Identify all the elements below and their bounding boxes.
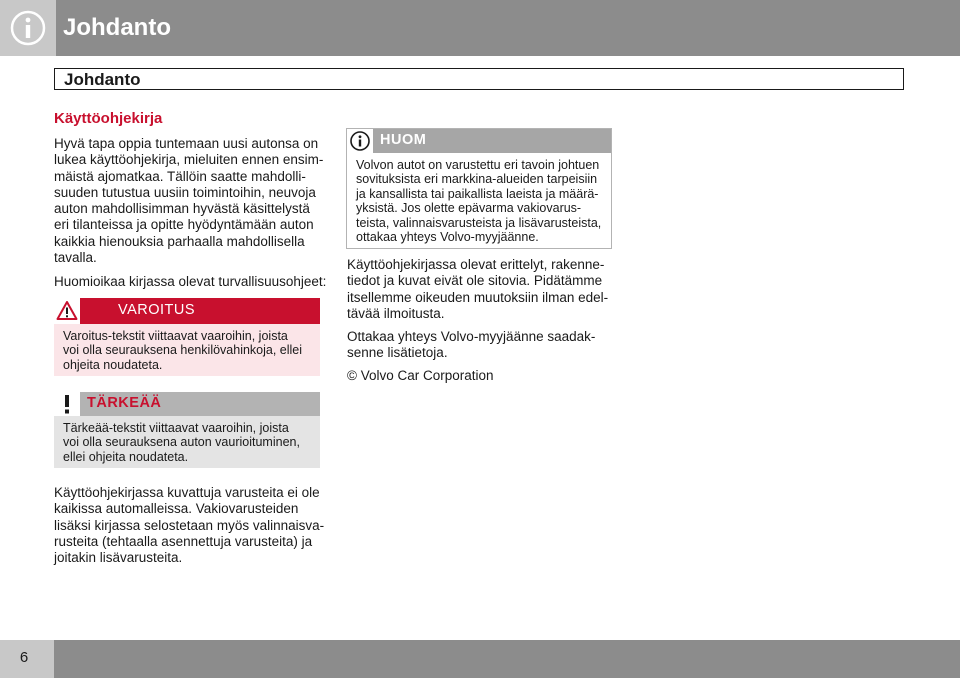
text-line: ellei ohjeita noudateta. <box>63 449 189 464</box>
text-line: mäistä ajomatkaa. Tällöin saatte mahdolli- <box>54 168 306 184</box>
info-icon <box>0 0 56 56</box>
warning-body <box>54 324 320 376</box>
important-label: TÄRKEÄÄ <box>87 395 162 411</box>
text-line: ja kansallista tai paikallista laeista ja määrä- <box>356 186 599 201</box>
text-line: Varoitus-tekstit viittaavat vaaroihin, joista <box>63 329 288 343</box>
text-line: voi olla seurauksena auton vaurioituminen, <box>63 435 300 450</box>
text-line: itsellemme oikeuden muutoksiin ilman edel- <box>347 289 609 305</box>
safety-note: Huomioikaa kirjassa olevat turvallisuusohjeet: <box>54 274 327 289</box>
section-title-box <box>54 68 904 90</box>
chapter-title: Johdanto <box>63 14 171 41</box>
copyright-notice: © Volvo Car Corporation <box>347 368 494 383</box>
warning-header <box>54 298 320 324</box>
important-icon-box <box>54 392 80 416</box>
note-text <box>356 158 608 244</box>
text-line: Ottakaa yhteys Volvo-myyjäänne saadak- <box>347 329 596 344</box>
note-label: HUOM <box>380 132 427 148</box>
page-footer <box>0 640 960 678</box>
important-text <box>63 421 315 464</box>
text-line: tavalla. <box>54 250 97 266</box>
page-number-box <box>0 640 54 678</box>
manual-heading: Käyttöohjekirja <box>54 110 163 127</box>
header-icon-box <box>0 0 56 56</box>
warning-triangle-icon <box>54 298 80 324</box>
text-line: sovituksista eri markkina-alueiden tarpeisiin <box>356 172 598 187</box>
text-line: lukea käyttöohjekirja, mieluiten ennen ensim- <box>54 152 324 168</box>
text-line: lisäksi kirjassa selostetaan myös valinnaisva- <box>54 517 325 533</box>
text-line: senne lisätietoja. <box>347 345 448 361</box>
text-line: joitakin lisävarusteita. <box>54 550 183 566</box>
text-line: tiedot ja kuvat eivät ole sitovia. Pidätämme <box>347 273 603 289</box>
note-icon-box <box>347 129 373 153</box>
text-line: teista, valinnaisvarusteista ja lisävarusteista, <box>356 215 602 230</box>
note-header <box>347 129 611 153</box>
equipment-paragraph <box>54 485 329 566</box>
info-icon <box>347 129 373 153</box>
contact-paragraph <box>347 329 617 362</box>
text-line: Käyttöohjekirjassa kuvattuja varusteita ei ole <box>54 485 320 500</box>
text-line: Hyvä tapa oppia tuntemaan uusi autonsa on <box>54 136 319 151</box>
text-line: tävää ilmoitusta. <box>347 305 445 321</box>
section-title: Johdanto <box>64 70 141 89</box>
text-line: ohjeita noudateta. <box>63 357 163 372</box>
warning-text <box>63 329 315 372</box>
text-line: kaikkia hienouksia parhaalla mahdollisella <box>54 233 305 249</box>
text-line: rusteita (tehtaalla asennettuja varusteita) ja <box>54 533 313 549</box>
text-line: ottakaa yhteys Volvo-myyjäänne. <box>356 230 539 245</box>
warning-icon-box <box>54 298 80 324</box>
text-line: yksistä. Jos olette epävarma vakiovarus- <box>356 201 582 216</box>
text-line: kaikissa automalleissa. Vakiovarusteiden <box>54 501 299 517</box>
text-line: Tärkeää-tekstit viittaavat vaaroihin, joista <box>63 421 289 435</box>
important-body <box>54 416 320 468</box>
page-number: 6 <box>19 649 29 666</box>
specifications-paragraph <box>347 257 617 322</box>
intro-paragraph <box>54 136 324 266</box>
text-line: suuden tutustua uusiin toimintoihin, neuvoja <box>54 184 316 200</box>
note-box <box>346 128 612 249</box>
text-line: Käyttöohjekirjassa olevat erittelyt, rakenne- <box>347 257 605 272</box>
chapter-header <box>0 0 960 56</box>
text-line: voi olla seurauksena henkilövahinkoja, ellei <box>63 343 303 358</box>
text-line: Volvon autot on varustettu eri tavoin johtuen <box>356 158 600 172</box>
important-header <box>54 392 320 416</box>
text-line: eri tilanteissa ja opitte hyödyntämään auton <box>54 217 314 233</box>
warning-label: VAROITUS <box>118 302 196 318</box>
text-line: auton mahdollisimman hyvästä käsittelystä <box>54 201 310 217</box>
exclamation-icon <box>54 392 80 416</box>
